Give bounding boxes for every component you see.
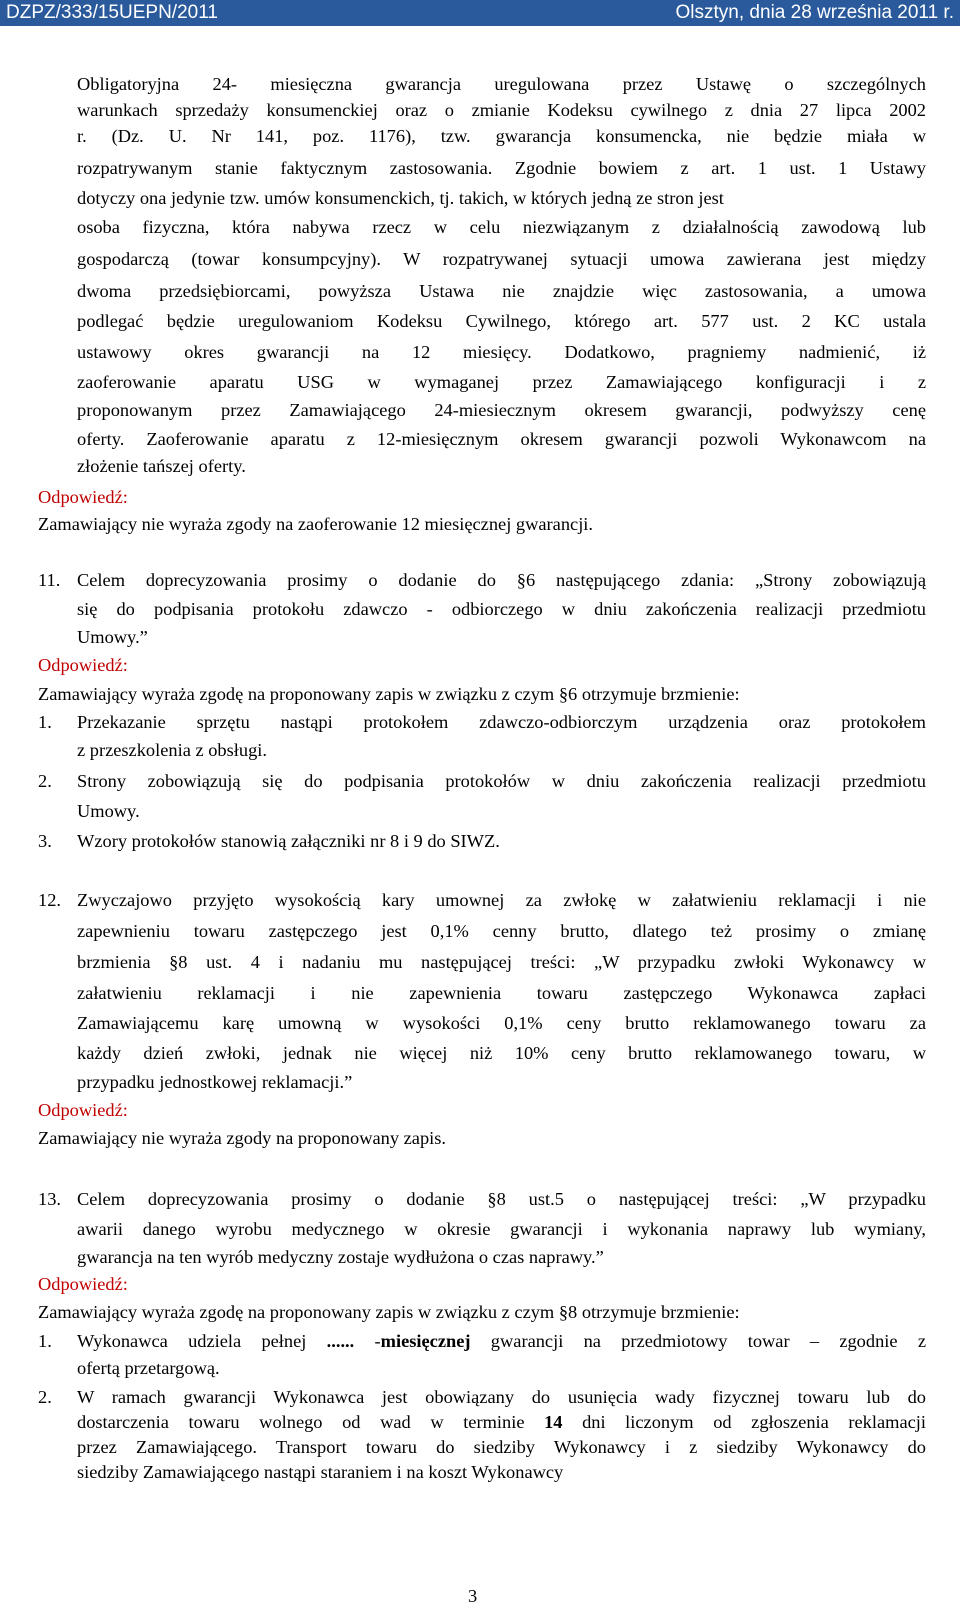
paragraph-line: proponowanym przez Zamawiającego 24-miesiecznym okresem gwarancji, podwyższy cenę: [77, 400, 926, 420]
paragraph-line: podlegać będzie uregulowaniom Kodeksu Cywilnego, którego art. 577 ust. 2 KC ustala: [77, 311, 926, 331]
paragraph-line: osoba fizyczna, która nabywa rzecz w celu niezwiązanym z działalnością zawodową lub: [77, 217, 926, 237]
document-reference: DZPZ/333/15UEPN/2011: [6, 2, 218, 23]
answer-label: Odpowiedź:: [38, 655, 128, 675]
question-number: 11.: [38, 570, 61, 590]
paragraph-line: zaoferowanie aparatu USG w wymaganej przez Zamawiającego konfiguracji i z: [77, 372, 926, 392]
paragraph-line: złożenie tańszej oferty.: [77, 456, 246, 476]
list-item-number: 2.: [38, 771, 52, 791]
question-line: załatwieniu reklamacji i nie zapewnienia towaru zastępczego Wykonawca zapłaci: [77, 983, 926, 1003]
list-item-line: Umowy.: [77, 801, 140, 821]
text-segment: dni liczonym od zgłoszenia reklamacji: [562, 1412, 926, 1432]
bold-days: 14: [544, 1412, 563, 1432]
list-item-number: 3.: [38, 831, 52, 851]
page-number: 3: [468, 1586, 478, 1606]
paragraph-line: dwoma przedsiębiorcami, powyższa Ustawa nie znajdzie więc zastosowania, a umowa: [77, 281, 926, 301]
paragraph-line: gospodarczą (towar konsumpcyjny). W rozpatrywanej sytuacji umowa zawierana jest między: [77, 249, 926, 269]
question-number: 13.: [38, 1189, 61, 1209]
paragraph-line: oferty. Zaoferowanie aparatu z 12-miesięcznym okresem gwarancji pozwoli Wykonawcom na: [77, 429, 926, 449]
paragraph-line: dotyczy ona jedynie tzw. umów konsumenckich, tj. takich, w których jedną ze stron jest: [77, 188, 724, 208]
question-line: Zwyczajowo przyjęto wysokością kary umownej za zwłokę w załatwieniu reklamacji i nie: [77, 890, 926, 910]
answer-label: Odpowiedź:: [38, 1274, 128, 1294]
paragraph-line: ustawowy okres gwarancji na 12 miesięcy. Dodatkowo, pragniemy nadmienić, iż: [77, 342, 926, 362]
question-line: Zamawiającemu karę umowną w wysokości 0,1% ceny brutto reklamowanego towaru za: [77, 1013, 926, 1033]
list-item-line: W ramach gwarancji Wykonawca jest obowiązany do usunięcia wady fizycznej towaru lub do: [77, 1387, 926, 1407]
paragraph-line: r. (Dz. U. Nr 141, poz. 1176), tzw. gwarancja konsumencka, nie będzie miała w: [77, 126, 926, 146]
bold-placeholder: ......: [326, 1331, 355, 1351]
list-item-line: z przeszkolenia z obsługi.: [77, 740, 267, 760]
question-line: gwarancja na ten wyrób medyczny zostaje wydłużona o czas naprawy.”: [77, 1247, 604, 1267]
bold-term: miesięcznej: [380, 1331, 471, 1351]
answer-label: Odpowiedź:: [38, 487, 128, 507]
list-item-line: [77, 1409, 926, 1435]
text-segment: -: [354, 1331, 381, 1351]
question-line: awarii danego wyrobu medycznego w okresie gwarancji i wykonania naprawy lub wymiany,: [77, 1219, 926, 1239]
list-item-line: Strony zobowiązują się do podpisania protokołów w dniu zakończenia realizacji przedmiotu: [77, 771, 926, 791]
question-line: brzmienia §8 ust. 4 i nadaniu mu następującej treści: „W przypadku zwłoki Wykonawcy w: [77, 952, 926, 972]
question-line: Celem doprecyzowania prosimy o dodanie do §6 następującego zdania: „Strony zobowiązują: [77, 570, 926, 590]
text-segment: gwarancji na przedmiotowy towar – zgodnie z: [470, 1331, 926, 1351]
list-item-line: Przekazanie sprzętu nastąpi protokołem zdawczo-odbiorczym urządzenia oraz protokołem: [77, 712, 926, 732]
list-item-line: Wzory protokołów stanowią załączniki nr 8 i 9 do SIWZ.: [77, 831, 500, 851]
answer-text: Zamawiający nie wyraża zgody na proponowany zapis.: [38, 1128, 447, 1148]
text-segment: dostarczenia towaru wolnego od wad w terminie: [77, 1412, 545, 1432]
question-line: Umowy.”: [77, 627, 148, 647]
answer-text: Zamawiający wyraża zgodę na proponowany zapis w związku z czym §6 otrzymuje brzmienie:: [38, 684, 740, 704]
place-and-date: Olsztyn, dnia 28 września 2011 r.: [675, 2, 954, 23]
list-item-line: przez Zamawiającego. Transport towaru do siedziby Wykonawcy i z siedziby Wykonawcy do: [77, 1437, 926, 1457]
question-line: Celem doprecyzowania prosimy o dodanie §8 ust.5 o następującej treści: „W przypadku: [77, 1189, 926, 1209]
paragraph-line: rozpatrywanym stanie faktycznym zastosowania. Zgodnie bowiem z art. 1 ust. 1 Ustawy: [77, 158, 926, 178]
question-line: każdy dzień zwłoki, jednak nie więcej niż 10% ceny brutto reklamowanego towaru, w: [77, 1043, 926, 1063]
list-item-line: [77, 1328, 926, 1354]
list-item-line: siedziby Zamawiającego nastąpi staraniem i na koszt Wykonawcy: [77, 1462, 564, 1482]
answer-text: Zamawiający wyraża zgodę na proponowany zapis w związku z czym §8 otrzymuje brzmienie:: [38, 1302, 740, 1322]
question-line: przypadku jednostkowej reklamacji.”: [77, 1072, 353, 1092]
answer-text: Zamawiający nie wyraża zgody na zaoferowanie 12 miesięcznej gwarancji.: [38, 514, 594, 534]
answer-label: Odpowiedź:: [38, 1100, 128, 1120]
question-line: zapewnieniu towaru zastępczego jest 0,1% cenny brutto, dlatego też prosimy o zmianę: [77, 921, 926, 941]
list-item-line: ofertą przetargową.: [77, 1358, 220, 1378]
paragraph-line: Obligatoryjna 24- miesięczna gwarancja uregulowana przez Ustawę o szczególnych: [77, 74, 926, 94]
question-number: 12.: [38, 890, 61, 910]
list-item-number: 1.: [38, 1331, 52, 1351]
list-item-number: 1.: [38, 712, 52, 732]
text-segment: Wykonawca udziela pełnej: [77, 1331, 327, 1351]
question-line: się do podpisania protokołu zdawczo - odbiorczego w dniu zakończenia realizacji przedmiotu: [77, 599, 926, 619]
paragraph-line: warunkach sprzedaży konsumenckiej oraz o zmianie Kodeksu cywilnego z dnia 27 lipca 2002: [77, 100, 926, 120]
list-item-number: 2.: [38, 1387, 52, 1407]
